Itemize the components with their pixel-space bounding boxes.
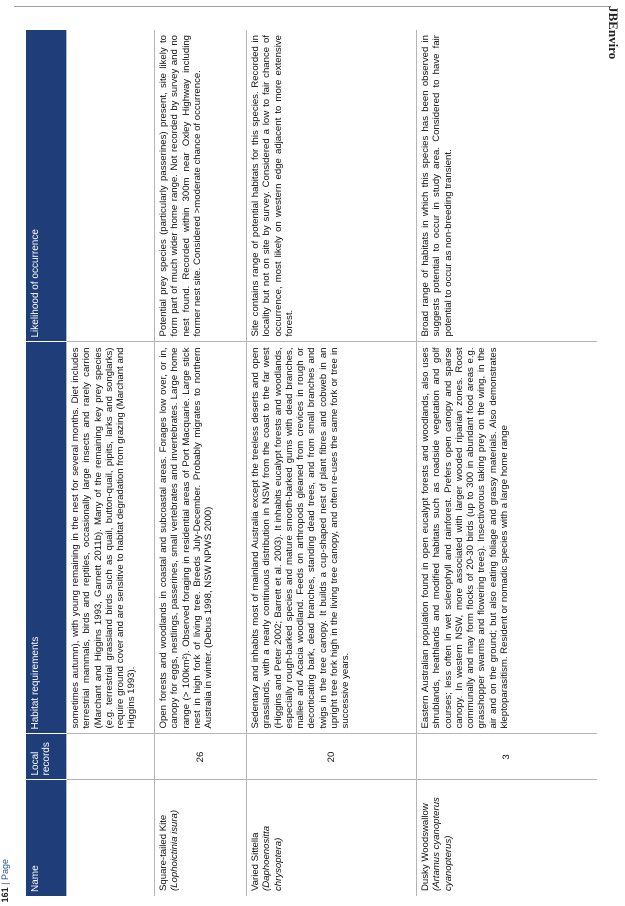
page-footer bbox=[0, 859, 10, 902]
cell-records bbox=[67, 734, 155, 780]
cell-habitat: Open forests and woodlands in coastal and subcoastal areas. Forages low over, or in, canopy for eggs, nestlings, passerines, small vertebrates and invertebrates. Large home range (> 100km²). Observed foraging in residential areas of Port Macquarie. Large stick nest in high fork of living tree. Breeds July-December. Probably migrates to northern Australia in winter. (Debus 1998, NSW NPWS 2000) bbox=[155, 342, 247, 734]
cell-records: 26 bbox=[155, 734, 247, 780]
cell-likelihood bbox=[67, 30, 155, 342]
cell-habitat: Sedentary and inhabits most of mainland Australia except the treeless deserts and open grasslands, with a nearly continuous distribution in NSW from the coast to the far west (Higgins and Peter 2002; Barrett et al. 2003). It inhabits eucalypt forests and woodlands, especially rough-barked species and mature smooth-barked gums with dead branches, mallee and Acacia woodland. Feeds on arthropods gleaned from crevices in rough or decorticating bark, dead branches, standing dead trees, and from small branches and twigs in the tree canopy. It builds a cup-shaped nest of plant fibres and cobweb in an upright tree fork high in the living tree canopy, and often re-uses the same fork or tree in successive years. bbox=[247, 342, 417, 734]
cell-habitat: sometimes autumn), with young remaining in the nest for several months. Diet includes terrestrial mammals, birds and reptiles, occasionally large insects and rarely carrion (Marchant and Higgins 1993, Garnett 2011b). Many of the remaining key prey species (e.g. terrestrial grassland birds such as quail, button-quail, pipits, larks and songlarks) require ground cover and are sensitive to habitat degradation from grazing (Marchant and Higgins 1993). bbox=[67, 342, 155, 734]
cell-records: 20 bbox=[247, 734, 417, 780]
table-row bbox=[417, 30, 597, 896]
column-header-habitat: Habitat requirements bbox=[26, 342, 67, 734]
cell-name bbox=[155, 780, 247, 896]
page-separator: | bbox=[0, 882, 10, 885]
cell-name bbox=[67, 780, 155, 896]
species-scientific-name: (Lophoictinia isura) bbox=[169, 809, 181, 891]
table-row bbox=[155, 30, 247, 896]
species-common-name: Dusky Woodswallow bbox=[420, 803, 431, 891]
page-number: 161 bbox=[0, 886, 10, 902]
species-common-name: Varied Sittella bbox=[250, 832, 261, 891]
cell-habitat: Eastern Australian population found in open eucalypt forests and woodlands, also uses shrublands, heathlands and modified habitats such as roadside vegetation and golf courses; less often in wet sclerophyll and rainforest. Prefers open canopy and sparse canopy. In western NSW, more associated with larger wooded riparian zones. Roost communally and may form flocks of 20-30 birds (up to 300 in abundant food areas e.g. grasshopper swarms and flowering trees). Insectivorous taking prey on the wing, in the air and on the ground; but also eating foliage and grassy materials. Also demonstrates kleptoparasitism. Resident or nomadic species with a large home range bbox=[417, 342, 597, 734]
cell-likelihood: Site contains range of potential habitats for this species. Recorded in locality but not on site by survey. Considered a low to fair chance of occurrence, most likely on western edge adjacent to more extensive forest. bbox=[247, 30, 417, 342]
species-table bbox=[26, 30, 597, 896]
species-common-name: Square-tailed Kite bbox=[158, 814, 169, 891]
species-scientific-name: (Artamus cyanopterus cyanopterus) bbox=[431, 797, 454, 891]
cell-records: 3 bbox=[417, 734, 597, 780]
cell-name bbox=[417, 780, 597, 896]
table-row bbox=[247, 30, 417, 896]
species-scientific-name: (Daphoenositta chrysoptera) bbox=[261, 825, 284, 891]
column-header-records: Local records bbox=[26, 734, 67, 780]
column-header-name: Name bbox=[26, 780, 67, 896]
cell-name bbox=[247, 780, 417, 896]
cell-likelihood: Potential prey species (particularly passerines) present, site likely to form part of much wider home range. Not recorded by survey and no nest found. Recorded within 300m near Oxley Highway including former nest site. Considered >moderate chance of occurrence. bbox=[155, 30, 247, 342]
column-header-likelihood: Likelihood of occurrence bbox=[26, 30, 67, 342]
brand-logo-text: JBEnviro bbox=[606, 6, 621, 60]
header-rule bbox=[14, 6, 611, 7]
table-header-row bbox=[26, 30, 67, 896]
table-row bbox=[67, 30, 155, 896]
cell-likelihood: Broad range of habitats in which this species has been observed in suggests potential to occur in study area. Considered to have fair potential to occur as non-breeding transient. bbox=[417, 30, 597, 342]
rotated-table-page bbox=[26, 30, 606, 896]
page-label: Page bbox=[0, 858, 10, 880]
